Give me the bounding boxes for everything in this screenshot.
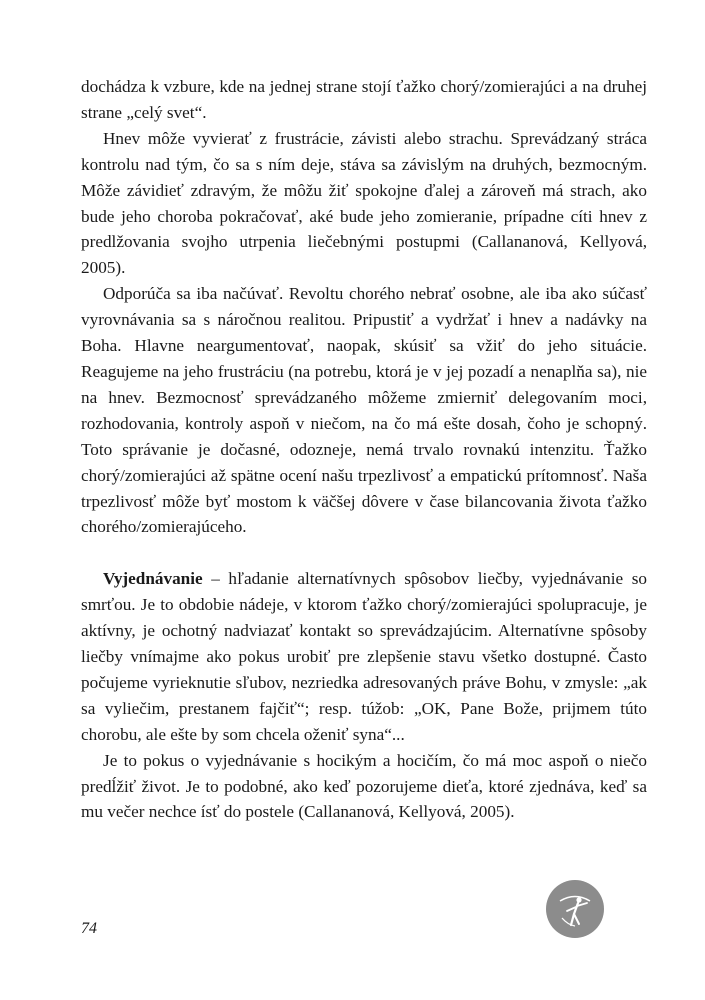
- page-number: 74: [81, 920, 97, 937]
- paragraph-anger-sources: Hnev môže vyvierať z frustrácie, závisti alebo strachu. Sprevádzaný stráca kontrolu nad tým, čo sa s ním deje, stáva sa závislým na druhých, bezmocným. Môže závidieť zdravým, že môžu žiť spokojne ďalej a zároveň má strach, ako bude jeho choroba pokračovať, aké bude jeho zomieranie, prípadne cíti hnev z predlžovania svojho utrpenia liečebnými postupmi (Callananová, Kellyová, 2005).: [81, 128, 647, 278]
- paragraph-gap: [81, 540, 647, 566]
- figure-in-circle-logo-icon: [546, 880, 604, 938]
- body-text: [81, 74, 647, 825]
- paragraph-negotiation: Je to pokus o vyjednávanie s hocikým a hocičím, čo má moc aspoň o niečo predĺžiť život. Je to podobné, ako keď pozorujeme dieťa, ktoré zjednáva, keď sa mu večer nechce ísť do postele (Callananová, Kellyová, 2005).: [81, 750, 647, 822]
- bargaining-term: Vyjednávanie: [103, 569, 203, 589]
- paragraph-bargaining: [81, 566, 647, 747]
- bargaining-definition: – hľadanie alternatívnych spôsobov liečby, vyjednávanie so smrťou. Je to obdobie nádeje, v ktorom ťažko chorý/zomierajúci spolupracuje, je aktívny, je ochotný nadviazať kontakt so sprevádzajúcim. Alternatívne spôsoby liečby vnímajme ako pokus urobiť pre zlepšenie stavu všetko dostupné. Často počujeme vyrieknutie sľubov, nezriedka adresovaných práve Bohu, v zmysle: „ak sa vyliečim, prestanem fajčiť“; resp. túžob: „OK, Pane Bože, prijmem túto chorobu, ale ešte by som chcela oženiť syna“...: [81, 569, 647, 744]
- paragraph-recommendation: Odporúča sa iba načúvať. Revoltu chorého nebrať osobne, ale iba ako súčasť vyrovnávania sa s náročnou realitou. Pripustiť a vydržať i hnev a nadávky na Boha. Hlavne neargumentovať, naopak, skúsiť sa vžiť do jeho situácie. Reagujeme na jeho frustráciu (na potrebu, ktorá je v jej pozadí a nenaplňa sa), nie na hnev. Bezmocnosť sprevádzaného môžeme zmierniť delegovaním moci, rozhodovania, kontroly aspoň v niečom, na čo má ešte dosah, čoho je schopný. Toto správanie je dočasné, odozneje, nemá trvalo rovnakú intenzitu. Ťažko chorý/zomierajúci až spätne ocení našu trpezlivosť a empatickú prítomnosť. Naša trpezlivosť môže byť mostom k väčšej dôvere v čase bilancovania života ťažko chorého/zomierajúceho.: [81, 284, 647, 537]
- paragraph-continuation: dochádza k vzbure, kde na jednej strane stojí ťažko chorý/zomierajúci a na druhej strane „celý svet“.: [81, 77, 647, 122]
